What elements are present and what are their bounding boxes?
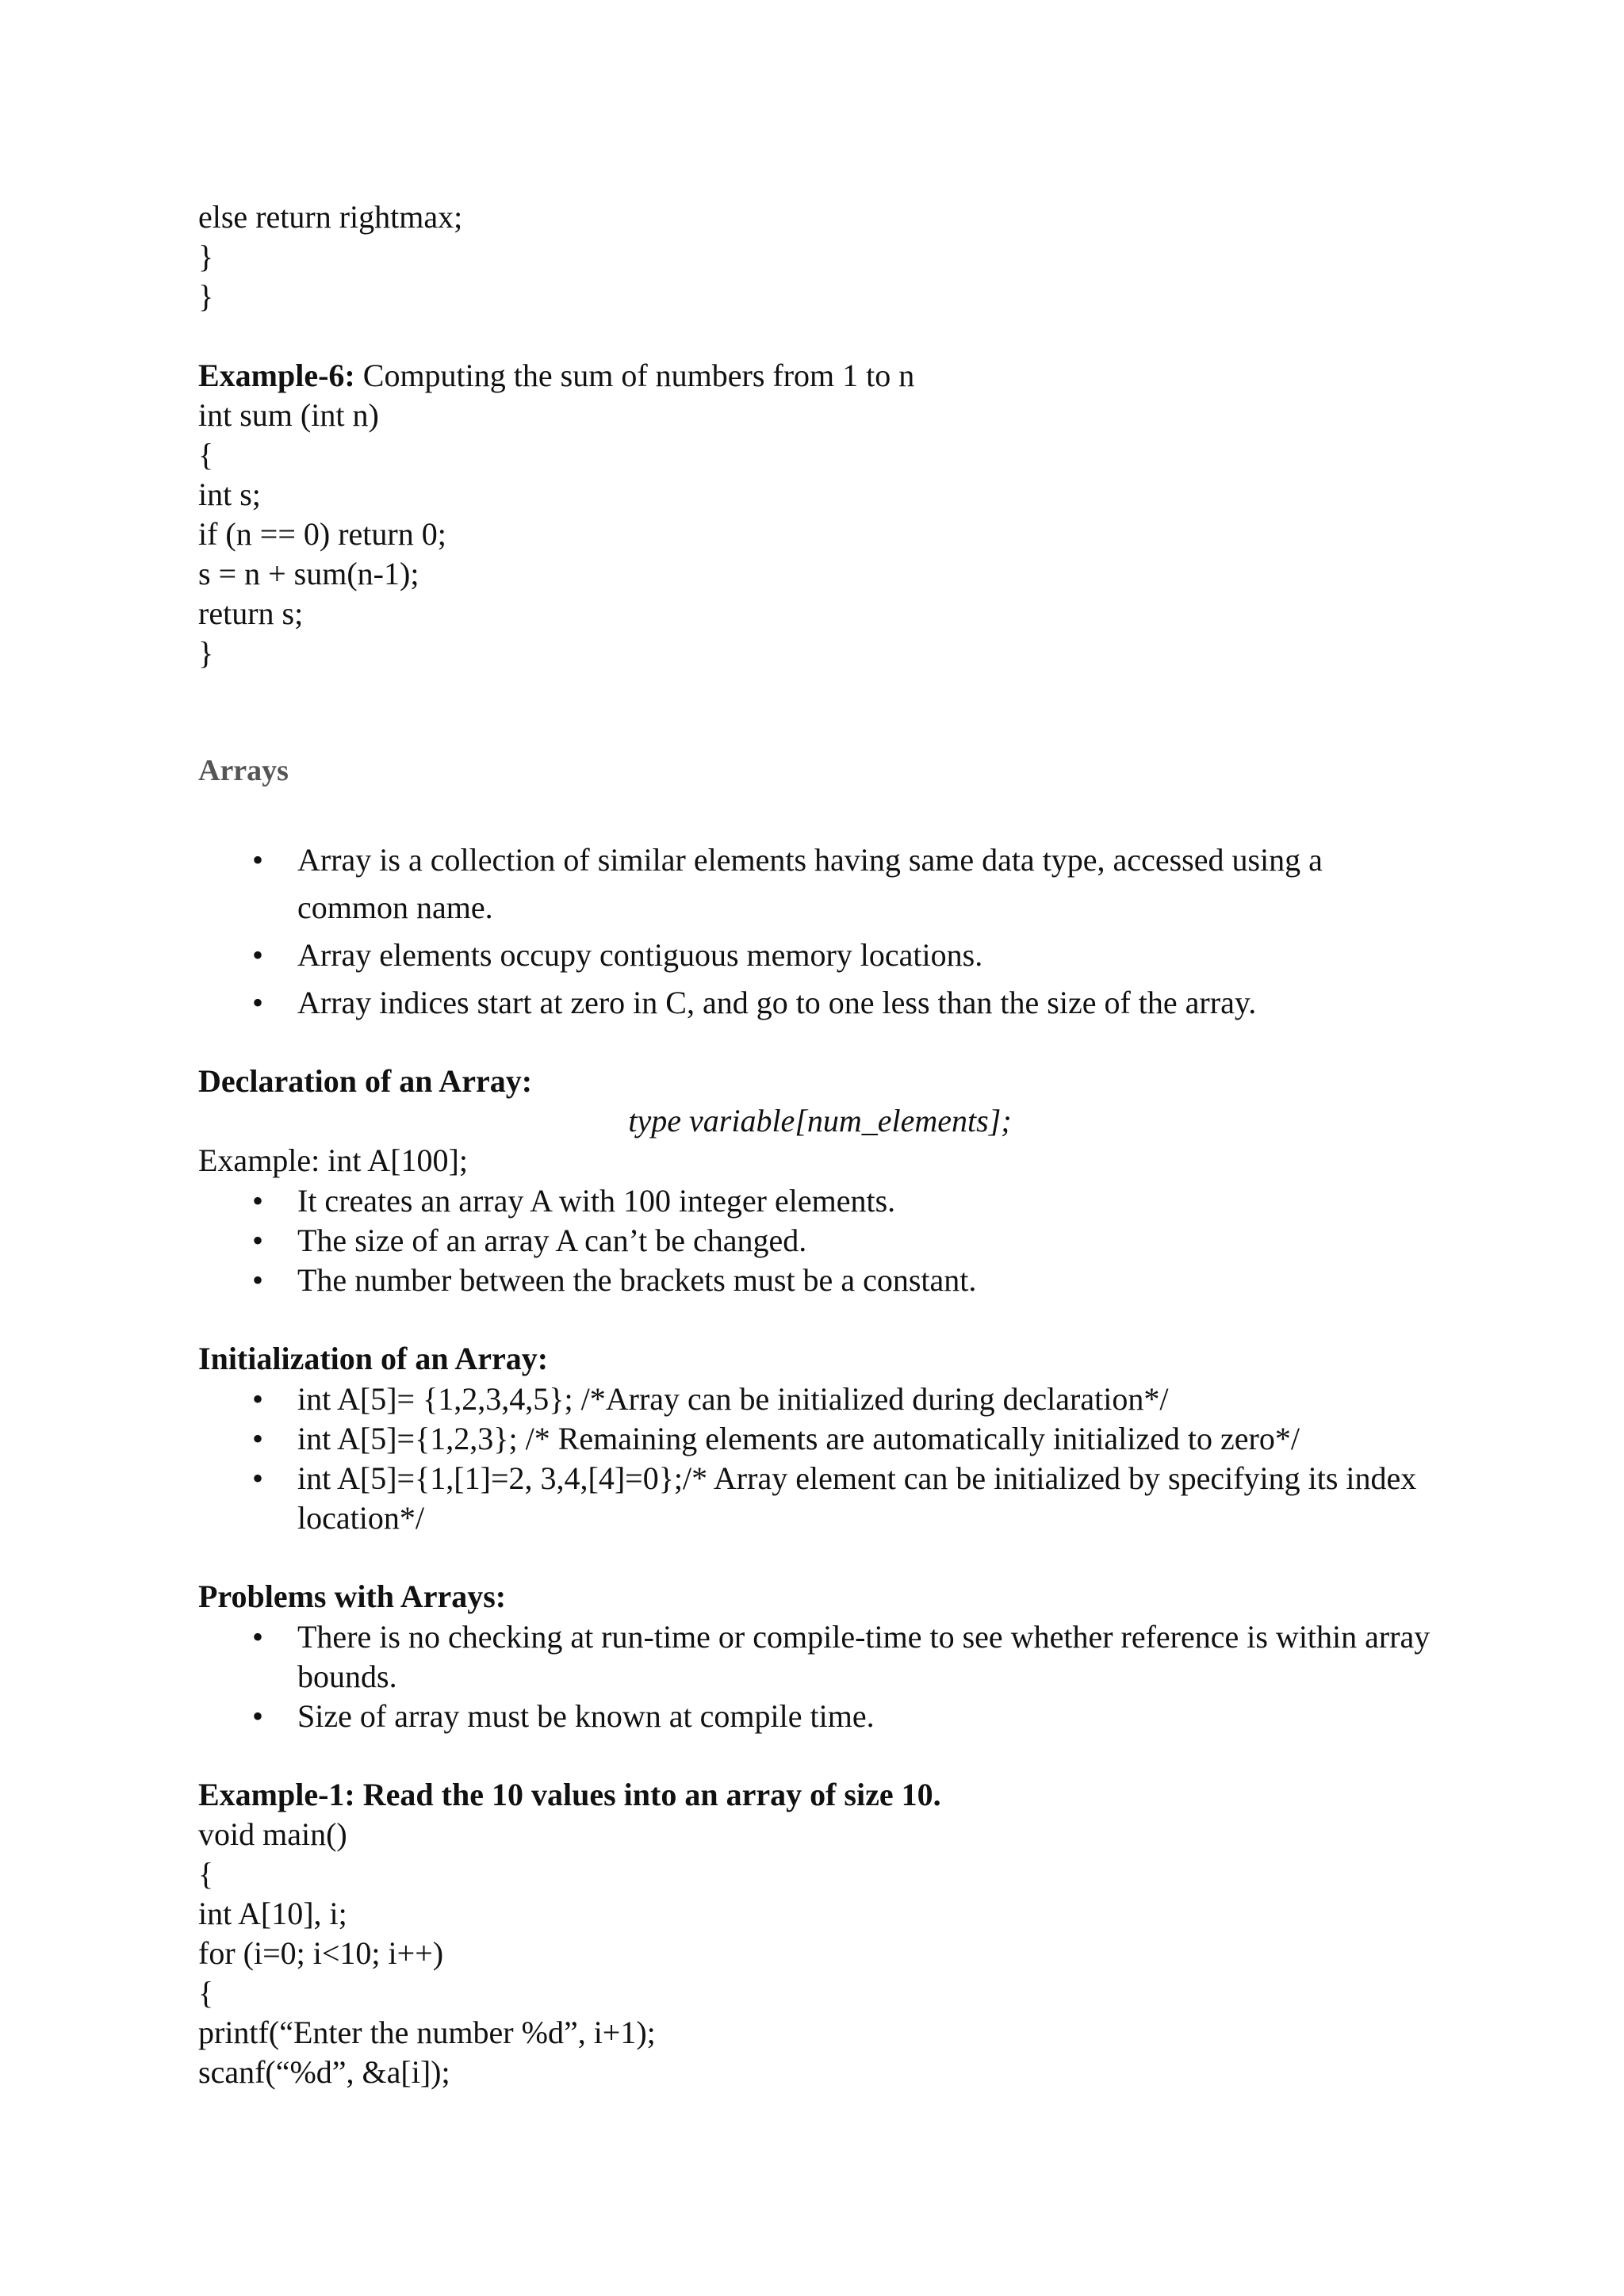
bullet-icon: • [252, 937, 264, 973]
bullet-icon: • [252, 842, 264, 878]
declaration-example: Example: int A[100]; [198, 1142, 468, 1178]
code-line: int A[10], i; [198, 1896, 347, 1931]
code-line: void main() [198, 1816, 347, 1852]
arrays-heading: Arrays [198, 754, 289, 787]
bullet-icon: • [252, 1183, 264, 1219]
example-6-heading [198, 357, 914, 395]
code-line: { [198, 1856, 214, 1892]
code-line: return s; [198, 595, 304, 631]
code-line: else return rightmax; [198, 199, 463, 235]
code-line: } [198, 278, 214, 314]
bullet-icon: • [252, 1460, 264, 1496]
code-line: int sum (int n) [198, 397, 379, 433]
declaration-syntax: type variable[num_elements]; [628, 1103, 1012, 1138]
code-line: printf(“Enter the number %d”, i+1); [198, 2015, 656, 2050]
declaration-heading: Declaration of an Array: [198, 1063, 533, 1099]
bullet-icon: • [252, 1698, 264, 1734]
document-page: else return rightmax; } } Example-6: Computing the sum of numbers from 1 to n int sum (int n) { int s; if (n == 0) return 0; s = n + sum(n-1); return s; } Arrays • Array is a collection of similar elements having same data type, accessed using a common name. • Array elements occupy contiguous memory locations. • Array indices start at zero in C, and go to one less than the size of the array. Declaration of an Array: type variable[num_elements]; Example: int A[100]; • It creates an array A with 100 integer elements. • The size of an array A can’t be changed. • The number between the brackets must be a constant. Initialization of an Array: • int A[5]= {1,2,3,4,5}; /*Array can be initialized during declaration*/ • int A[5]={1,2,3}; /* Remaining elements are automatically initialized to zero*/ • int A[5]={1,[1]=2, 3,4,[4]=0};/* Array element can be initialized by specifying its index location*/ Problems with Arrays: • There is no checking at run-time or compile-time to see whether reference is within array bounds. • Size of array must be known at compile time. Example-1: Read the 10 values into an array of size 10. void main() { int A[10], i; for (i=0; i<10; i++) { printf(“Enter the number %d”, i+1); scanf(“%d”, &a[i]); [0, 0, 1624, 2296]
example-6-label: Example-6: [198, 358, 355, 393]
code-line: for (i=0; i<10; i++) [198, 1935, 444, 1971]
problems-heading: Problems with Arrays: [198, 1578, 507, 1614]
bullet-icon: • [252, 1421, 264, 1456]
bullet-icon: • [252, 1381, 264, 1417]
code-line: } [198, 239, 214, 274]
code-line: if (n == 0) return 0; [198, 516, 446, 552]
code-line: int s; [198, 476, 261, 512]
example-1-heading: Example-1: Read the 10 values into an array of size 10. [198, 1777, 941, 1812]
initialization-heading: Initialization of an Array: [198, 1341, 549, 1376]
code-line: } [198, 635, 214, 671]
code-line: scanf(“%d”, &a[i]); [198, 2054, 450, 2090]
bullet-icon: • [252, 1223, 264, 1258]
bullet-icon: • [252, 985, 264, 1020]
bullet-icon: • [252, 1262, 264, 1298]
code-line: s = n + sum(n-1); [198, 556, 419, 591]
code-line: { [198, 1975, 214, 2011]
code-line: { [198, 437, 214, 473]
bullet-icon: • [252, 1619, 264, 1655]
example-6-title: Computing the sum of numbers from 1 to n [354, 358, 915, 393]
